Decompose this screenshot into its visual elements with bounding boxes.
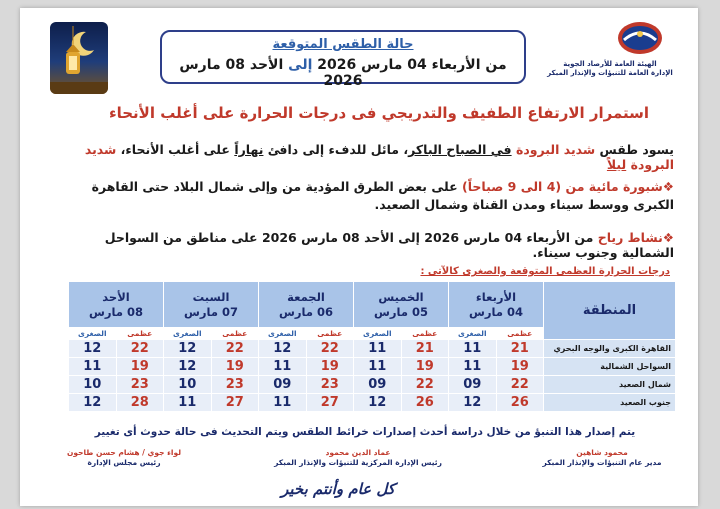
min-temp: 12: [164, 340, 212, 358]
organization-name: [530, 60, 690, 78]
min-temp: 09: [449, 376, 497, 394]
min-temp: 11: [354, 340, 402, 358]
ema-logo-icon: [616, 18, 664, 60]
min-temp: 12: [259, 340, 307, 358]
max-temp: 19: [496, 358, 544, 376]
signatory-role: مدير عام التنبؤات والإنذار المبكر: [542, 458, 662, 467]
max-temp: 27: [211, 394, 259, 412]
min-temp: 12: [449, 394, 497, 412]
table-row: [69, 376, 676, 394]
lantern-icon: [50, 22, 108, 94]
max-temp: 21: [496, 340, 544, 358]
max-temp: 19: [306, 358, 354, 376]
org-line-2: الإدارة العامة للتنبؤات والإنذار المبكر: [547, 69, 673, 77]
signatory-role: رئيس مجلس الإدارة: [87, 458, 161, 467]
max-temp: 23: [211, 376, 259, 394]
max-temp: 22: [496, 376, 544, 394]
max-temp: 19: [116, 358, 164, 376]
region-name: السواحل الشمالية: [544, 358, 676, 376]
min-label: الصغرى: [69, 328, 117, 340]
greeting: كل عام وأنتم بخير: [281, 480, 395, 498]
table-row: [69, 340, 676, 358]
max-label: عظمى: [116, 328, 164, 340]
temperature-table: [68, 281, 676, 412]
max-temp: 26: [496, 394, 544, 412]
forecast-bulletin: [20, 8, 698, 506]
fog-warning: ❖شبورة مائية من (4 الى 9 صباحاً) على بعض الطرق المؤدية من وإلى شمال البلاد حتى القاهرة الكبرى ووسط سيناء ومدن القناة وشمال الصعيد.: [91, 179, 674, 212]
min-temp: 12: [69, 394, 117, 412]
min-temp: 10: [69, 376, 117, 394]
bulletin-title: حالة الطقس المتوقعة: [272, 37, 414, 52]
max-temp: 22: [401, 376, 449, 394]
max-label: عظمى: [496, 328, 544, 340]
max-temp: 19: [211, 358, 259, 376]
min-temp: 11: [354, 358, 402, 376]
min-temp: 12: [354, 394, 402, 412]
min-temp: 09: [259, 376, 307, 394]
signatory-role: رئيس الإدارة المركزية للتنبؤات والإنذار المبكر: [274, 458, 442, 467]
max-temp: 28: [116, 394, 164, 412]
min-temp: 09: [354, 376, 402, 394]
min-temp: 11: [449, 358, 497, 376]
region-name: القاهرة الكبرى والوجه البحري: [544, 340, 676, 358]
signatory-name: محمود شاهين: [576, 448, 628, 457]
title-box: [160, 30, 526, 89]
min-label: الصغرى: [449, 328, 497, 340]
signature-block: [44, 448, 204, 468]
update-note: يتم إصدار هذا التنبؤ من خلال دراسة أحدث إصدارات خرائط الطقس ويتم التحديث فى حالة حدوث أى تغيير: [94, 426, 636, 438]
table-row: [69, 394, 676, 412]
min-temp: 10: [164, 376, 212, 394]
max-temp: 26: [401, 394, 449, 412]
table-caption: درجات الحرارة العظمى المتوقعة والصغرى كالآتى :: [420, 266, 670, 277]
max-temp: 23: [306, 376, 354, 394]
table-row: [69, 358, 676, 376]
min-label: الصغرى: [354, 328, 402, 340]
max-temp: 22: [116, 340, 164, 358]
max-temp: 27: [306, 394, 354, 412]
max-label: عظمى: [306, 328, 354, 340]
min-label: الصغرى: [259, 328, 307, 340]
min-temp: 12: [164, 358, 212, 376]
min-temp: 11: [69, 358, 117, 376]
bulletin-date-range: من الأربعاء 04 مارس 2026 إلى الأحد 08 مارس 2026: [179, 57, 507, 89]
day-header: الأربعاء 04 مارس: [449, 282, 544, 328]
max-temp: 21: [401, 340, 449, 358]
min-temp: 11: [259, 358, 307, 376]
min-temp: 11: [259, 394, 307, 412]
min-temp: 11: [449, 340, 497, 358]
min-label: الصغرى: [164, 328, 212, 340]
signatory-name: لواء جوي / هشام حسن طاحون: [66, 448, 182, 457]
region-name: جنوب الصعيد: [544, 394, 676, 412]
max-temp: 19: [401, 358, 449, 376]
max-temp: 23: [116, 376, 164, 394]
signatory-name: عماد الدين محمود: [325, 448, 391, 457]
day-header: السبت 07 مارس: [164, 282, 259, 328]
max-temp: 22: [211, 340, 259, 358]
wind-warning: ❖نشاط رياح من الأربعاء 04 مارس 2026 إلى الأحد 08 مارس 2026 على مناطق من السواحل الشمالية وجنوب سيناء.: [104, 230, 674, 260]
region-name: شمال الصعيد: [544, 376, 676, 394]
org-line-1: الهيئة العامة للأرصاد الجوية: [563, 60, 657, 68]
day-header: الجمعة 06 مارس: [259, 282, 354, 328]
min-temp: 12: [69, 340, 117, 358]
headline: استمرار الارتفاع الطفيف والتدريجي فى درجات الحرارة على أغلب الأنحاء: [108, 104, 650, 122]
max-label: عظمى: [401, 328, 449, 340]
region-column-header: المنطقة: [544, 282, 676, 340]
general-weather-paragraph: يسود طقس شديد البرودة في الصباح الباكر، مائل للدفء إلى دافئ نهاراً على أغلب الأنحاء، شديد البرودة ليلاً: [84, 142, 674, 172]
day-header: الخميس 05 مارس: [354, 282, 449, 328]
signature-block: [258, 448, 458, 468]
ramadan-lantern-image: [50, 22, 108, 94]
max-temp: 22: [306, 340, 354, 358]
min-temp: 11: [164, 394, 212, 412]
day-header: الأحد 08 مارس: [69, 282, 164, 328]
signature-block: [522, 448, 682, 468]
max-label: عظمى: [211, 328, 259, 340]
